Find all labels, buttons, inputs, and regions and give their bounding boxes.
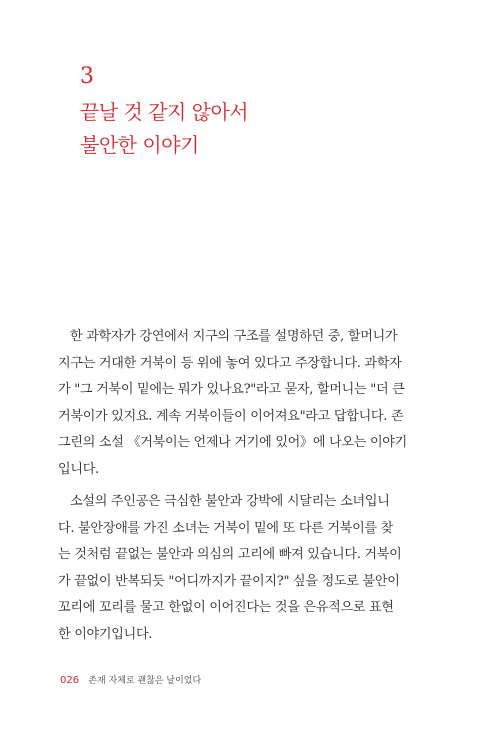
text-line: 소설의 주인공은 극심한 불안과 강박에 시달리는 소녀입니 <box>70 494 390 509</box>
chapter-title-line: 끝날 것 같지 않아서 <box>80 100 249 124</box>
text-line: 그린의 소설 《거북이는 언제나 거기에 있어》에 나오는 이야기 <box>58 435 407 450</box>
text-line: 다. 불안장애를 가진 소녀는 거북이 밑에 또 다른 거북이를 찾 <box>58 520 393 536</box>
text-line: 한 이야기입니다. <box>58 626 153 642</box>
paragraph-1 <box>58 324 406 483</box>
chapter-title <box>80 96 420 162</box>
chapter-number: 3 <box>80 64 94 89</box>
page-number: 026 <box>60 675 80 686</box>
text-line: 꼬리에 꼬리를 물고 한없이 이어진다는 것을 은유적으로 표현 <box>58 600 394 615</box>
text-line: 가 "그 거북이 밑에는 뭐가 있나요?"라고 묻자, 할머니는 "더 큰 <box>58 382 405 397</box>
text-line: 는 것처럼 끝없는 불안과 의심의 고리에 빠져 있습니다. 거북이 <box>58 547 402 562</box>
text-line: 거북이가 있지요. 계속 거북이들이 이어져요"라고 답합니다. 존 <box>58 408 404 424</box>
paragraph-2 <box>58 489 406 648</box>
body-text <box>58 324 406 648</box>
text-line: 한 과학자가 강연에서 지구의 구조를 설명하던 중, 할머니가 <box>70 329 398 344</box>
text-line: 가 끝없이 반복되듯 "어디까지가 끝이지?" 싶을 정도로 불안이 <box>58 573 400 589</box>
text-line: 입니다. <box>58 461 99 477</box>
text-line: 지구는 거대한 거북이 등 위에 놓여 있다고 주장합니다. 과학자 <box>58 355 402 371</box>
chapter-title-line: 불안한 이야기 <box>80 133 199 157</box>
page-footer <box>60 674 201 688</box>
running-book-title: 존재 자체로 괜찮은 날이었다 <box>88 676 202 686</box>
